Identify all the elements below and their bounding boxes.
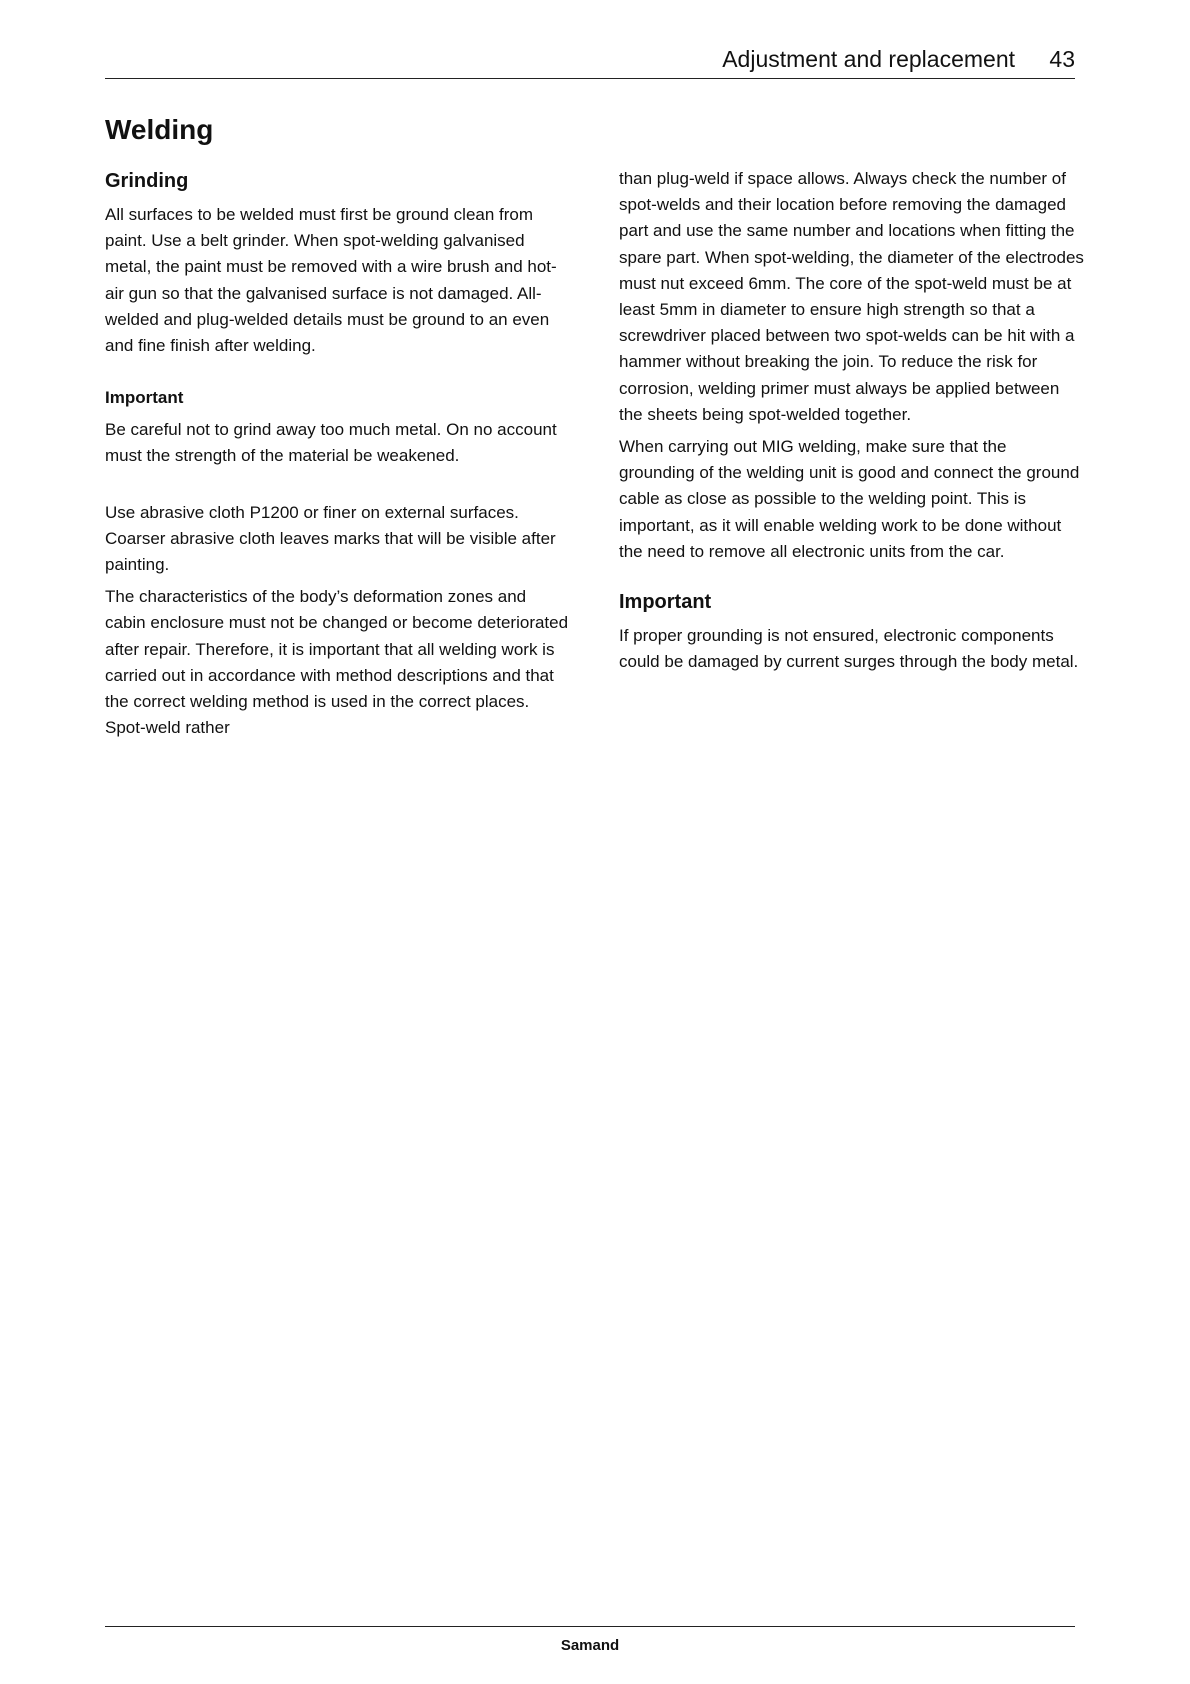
grinding-heading: Grinding: [105, 170, 189, 192]
continuation-paragraph: than plug-weld if space allows. Always check the number of spot-welds and their location before removing the damaged part and use the same number and locations when fitting the spare part. When spot-welding, the diameter of the electrodes must nut exceed 6mm. The core of the spot-weld must be at least 5mm in diameter to ensure high strength so that a screwdriver placed between two spot-welds can be hit with a hammer without breaking the join. To reduce the risk for corrosion, welding primer must always be applied between the sheets being spot-welded together.: [619, 169, 1084, 424]
page-footer: [105, 1626, 1075, 1654]
page-header: [105, 42, 1075, 79]
abrasive-paragraph: Use abrasive cloth P1200 or finer on external surfaces. Coarser abrasive cloth leaves marks that will be visible after painting.: [105, 502, 556, 575]
grinding-paragraph: All surfaces to be welded must first be ground clean from paint. Use a belt grinder. When spot-welding galvanised metal, the paint must be removed with a wire brush and hot-air gun so that the galvanised surface is not damaged. All-welded and plug-welded details must be ground to an even and fine finish after welding.: [105, 205, 557, 356]
mig-welding-paragraph: When carrying out MIG welding, make sure that the grounding of the welding unit is good and connect the ground cable as close as possible to the welding point. This is important, as it will enable welding work to be done without the need to remove all electronic units from the car.: [619, 437, 1080, 561]
page-title: Welding: [105, 114, 214, 145]
footer-brand: Samand: [560, 1637, 620, 1654]
page-number: 43: [1049, 46, 1075, 72]
important-paragraph-left: Be careful not to grind away too much metal. On no account must the strength of the material be weakened.: [105, 420, 557, 466]
header-title: Adjustment and replacement: [722, 46, 1015, 72]
important-paragraph-right: If proper grounding is not ensured, electronic components could be damaged by current surges through the body metal.: [619, 626, 1079, 672]
important-heading-left: Important: [105, 388, 184, 408]
important-heading-right: Important: [619, 591, 712, 614]
left-column: [105, 168, 570, 747]
right-column: [619, 166, 1084, 681]
characteristics-paragraph: The characteristics of the body’s deformation zones and cabin enclosure must not be changed or become deteriorated after repair. Therefore, it is important that all welding work is carried out in accordance with method descriptions and that the correct welding method is used in the correct places. Spot-weld rather: [105, 587, 569, 738]
